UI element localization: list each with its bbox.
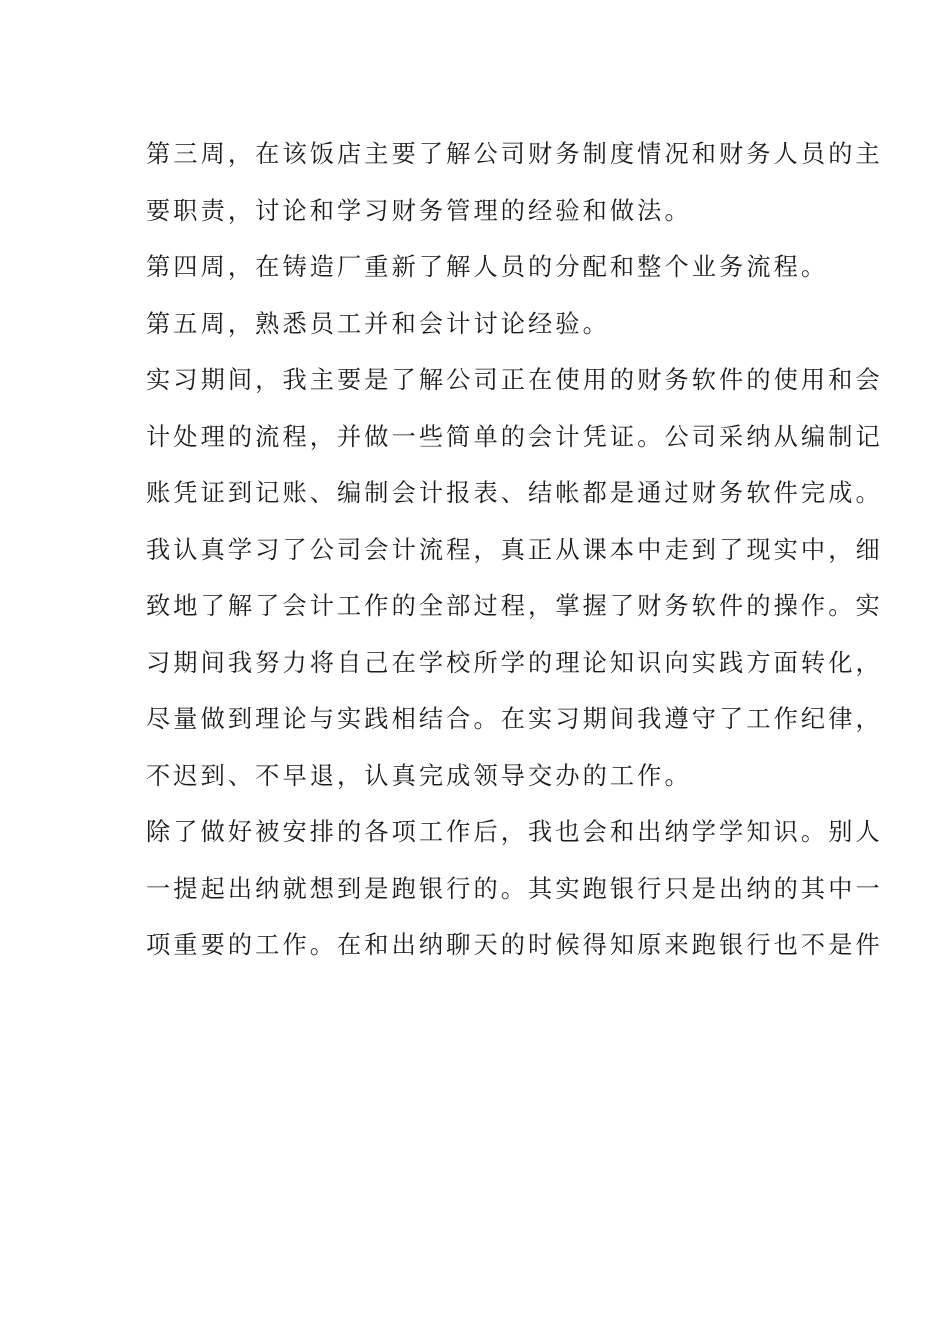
text-line: 第四周，在铸造厂重新了解人员的分配和整个业务流程。 [146, 253, 829, 281]
text-line: 实习期间，我主要是了解公司正在使用的财务软件的使用和会 [146, 366, 883, 394]
text-line: 我认真学习了公司会计流程，真正从课本中走到了现实中，细 [146, 535, 883, 564]
text-line: 第三周，在该饭店主要了解公司财务制度情况和财务人员的主 [146, 140, 883, 168]
text-line: 除了做好被安排的各项工作后，我也会和出纳学学知识。别人 [146, 818, 883, 846]
text-line: 一提起出纳就想到是跑银行的。其实跑银行只是出纳的其中一 [146, 874, 883, 903]
text-line: 项重要的工作。在和出纳聊天的时候得知原来跑银行也不是件 [146, 931, 883, 959]
text-line: 习期间我努力将自己在学校所学的理论知识向实践方面转化， [146, 648, 883, 677]
text-line: 账凭证到记账、编制会计报表、结帐都是通过财务软件完成。 [146, 479, 883, 507]
text-line: 致地了解了会计工作的全部过程，掌握了财务软件的操作。实 [146, 592, 883, 620]
text-line: 不迟到、不早退，认真完成领导交办的工作。 [146, 761, 692, 790]
text-line: 要职责，讨论和学习财务管理的经验和做法。 [146, 196, 692, 225]
text-line: 计处理的流程，并做一些简单的会计凭证。公司采纳从编制记 [146, 422, 883, 451]
document-body [146, 126, 883, 974]
text-line: 第五周，熟悉员工并和会计讨论经验。 [146, 309, 610, 338]
text-line: 尽量做到理论与实践相结合。在实习期间我遵守了工作纪律， [146, 705, 883, 733]
